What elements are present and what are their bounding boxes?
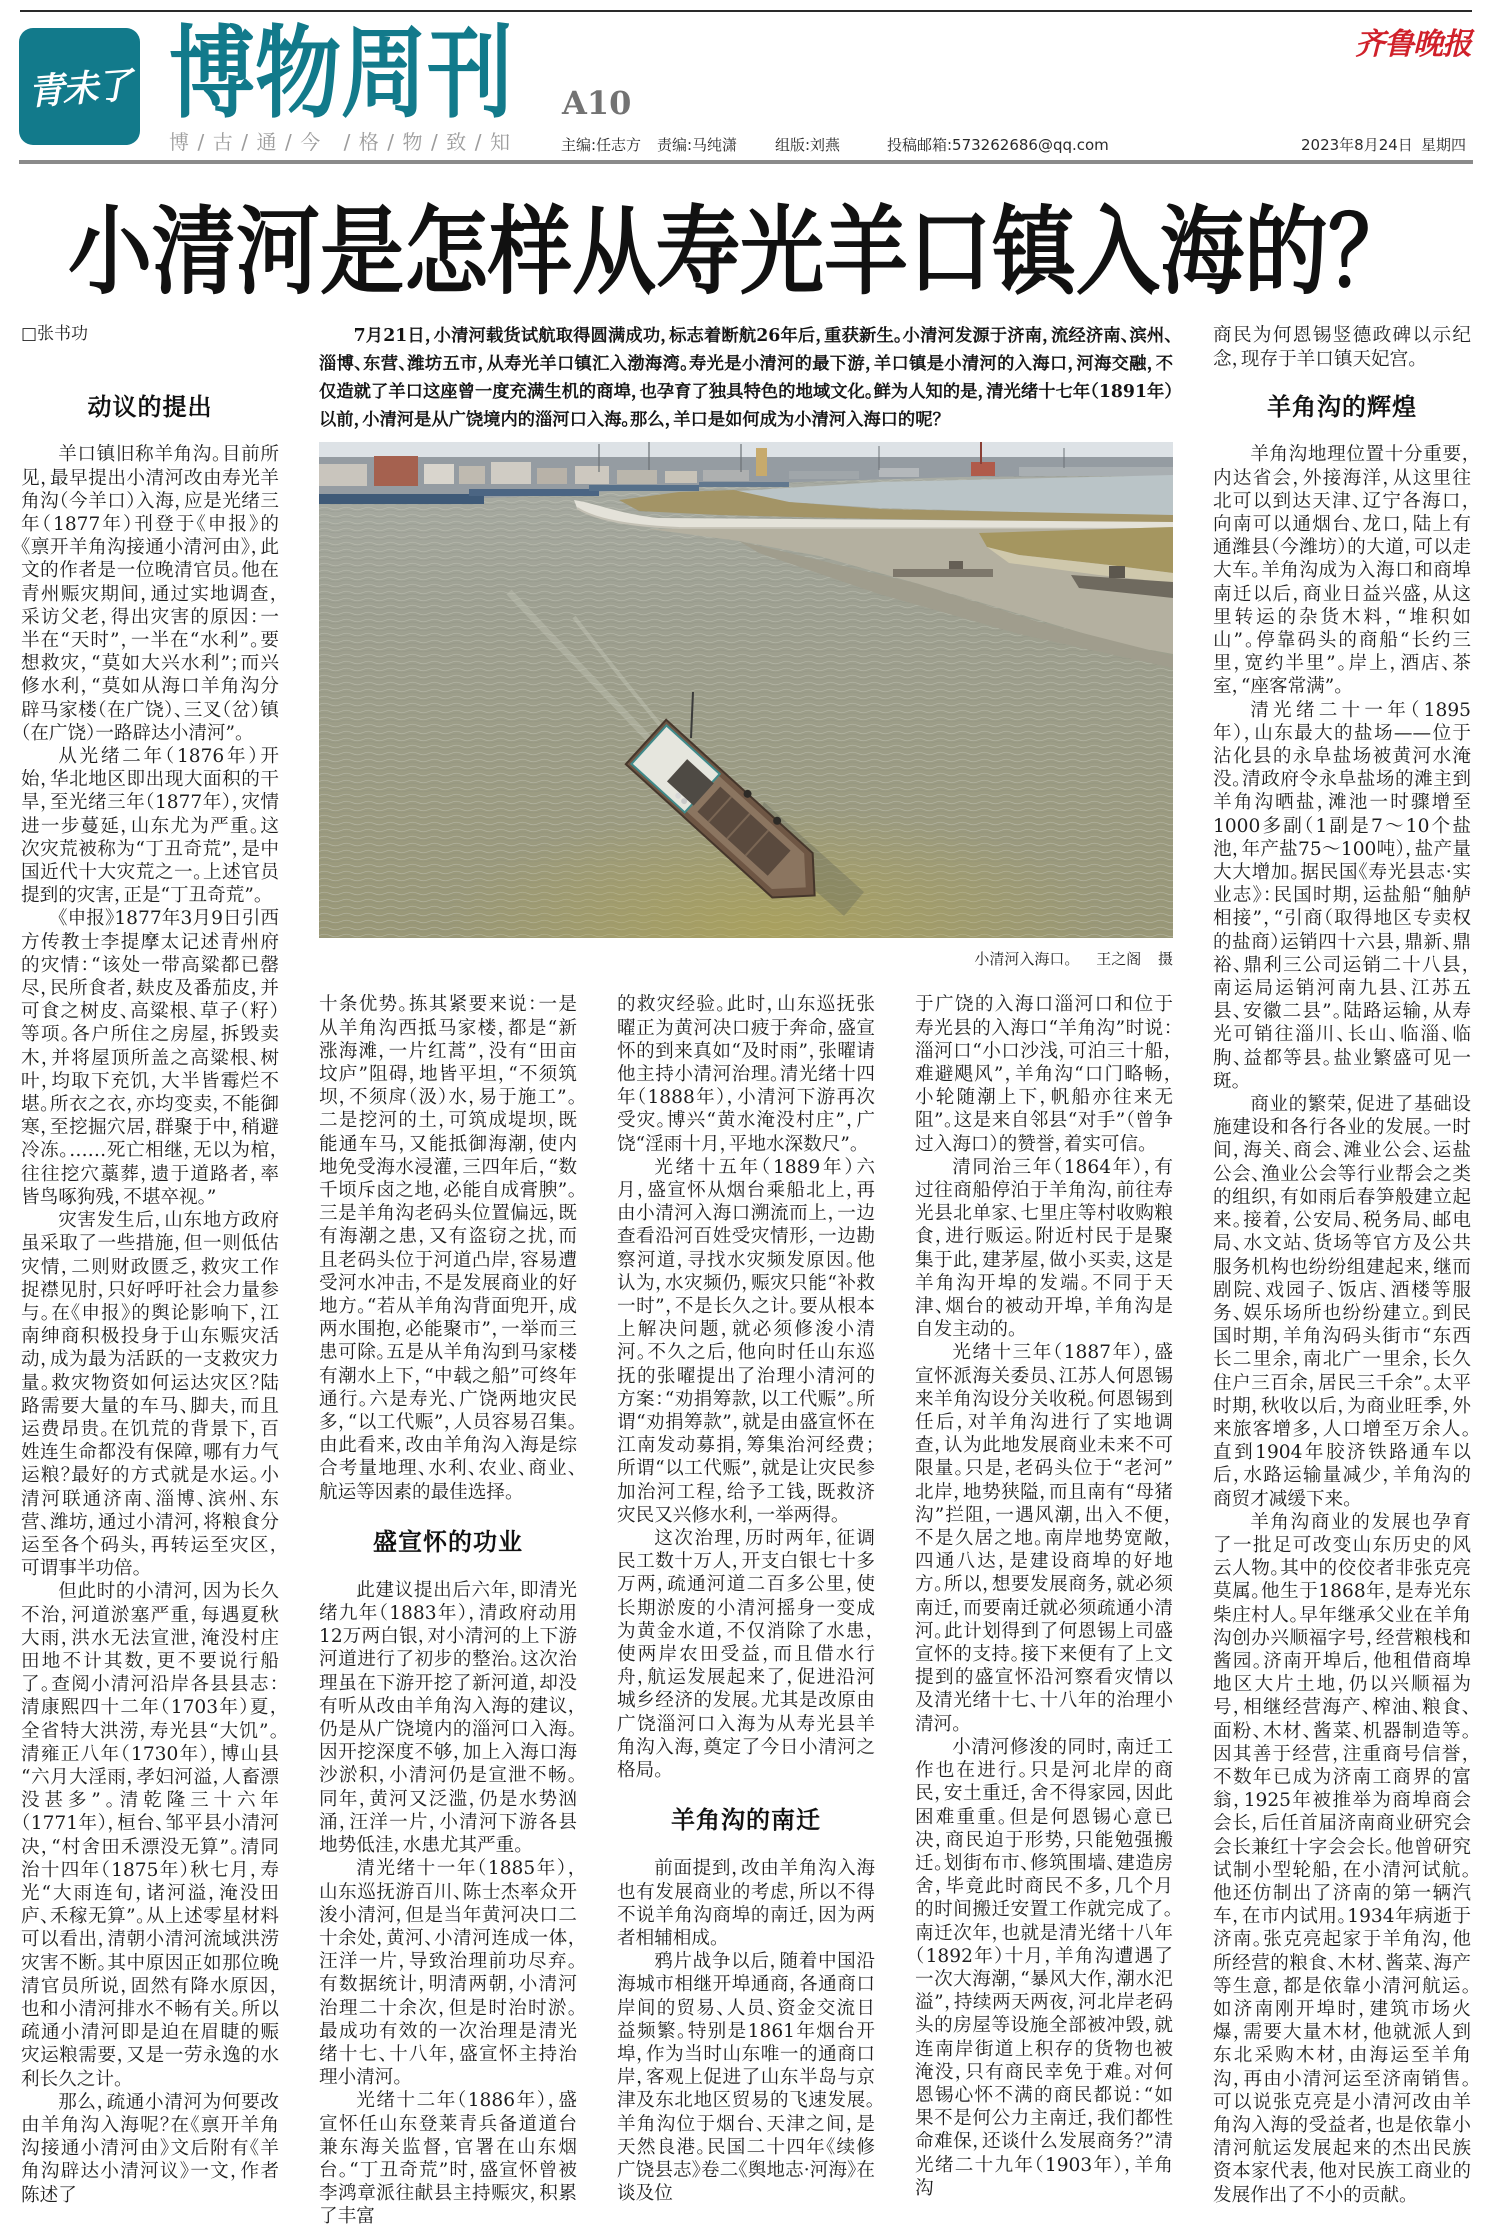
issue-date: 2023年8月24日 (1301, 136, 1413, 154)
column-logo (19, 28, 140, 145)
article-paragraph: 清同治三年（1864年），有过往商船停泊于羊角沟，前往寿光县北单家、七里庄等村收购粮食，进行贩运。附近村民于是聚集于此，建茅屋，做小买卖，这是羊角沟开埠的发端。不同于天津、烟台的被动开埠，羊角沟是自发主动的。 (915, 1156, 1173, 1341)
article-paragraph: 鸦片战争以后，随着中国沿海城市相继开埠通商，各通商口岸间的贸易、人员、资金交流日益频繁。特别是1861年烟台开埠，作为当时山东唯一的通商口岸，客观上促进了山东半岛与京津及东北地区贸易的飞速发展。羊角沟位于烟台、天津之间，是天然良港。民国二十四年《续修广饶县志》卷二《舆地志·河海》在谈及位 (617, 1951, 875, 2205)
article-paragraph: 前面提到，改由羊角沟入海也有发展商业的考虑，所以不得不说羊角沟商埠的南迁，因为两者相辅相成。 (617, 1858, 875, 1949)
article-paragraph: 羊角沟地理位置十分重要，内达省会，外接海洋，从这里往北可以到达天津、辽宁各海口，向南可以通烟台、龙口，陆上有通潍县（今潍坊）的大道，可以走大车。羊角沟成为入海口和商埠南迁以后，商业日益兴盛，从这里转运的杂货木料，“堆积如山”。停靠码头的商船“长约三里，宽约半里”。岸上，酒店、茶室，“座客常满”。 (1213, 444, 1471, 698)
section-heading: 动议的提出 (87, 392, 213, 421)
masthead-top-rule (20, 10, 1472, 12)
article-paragraph: 商业的繁荣，促进了基础设施建设和各行各业的发展。一时间，海关、商会、滩业公会、运盐公会、渔业公会等行业帮会之类的组织，有如雨后春笋般建立起来。接着，公安局、税务局、邮电局、水文站、货场等官方及公共服务机构也纷纷组建起来，继而剧院、戏园子、饭店、酒楼等服务、娱乐场所也纷纷建立。到民国时期，羊角沟码头街市“东西长二里余，南北广一里余，长久住户三百余，居民三千余”。太平时期，秋收以后，为商业旺季，外来旅客增多，人口增至万余人。直到1904年胶济铁路通车以后，水路运输量减少，羊角沟的商贸才减缓下来。 (1213, 1094, 1471, 1510)
article-photo (319, 442, 1173, 938)
article-paragraph: 小清河修浚的同时，南迁工作也在进行。只是河北岸的商民，安土重迁，舍不得家园，因此困难重重。但是何恩锡心意已决，商民迫于形势，只能勉强搬迁。划街布市、修筑围墙、建造房舍，毕竟此时商民不多，几个月的时间搬迁安置工作就完成了。南迁次年，也就是清光绪十八年（1892年）十月，羊角沟遭遇了一次大海潮，“暴风大作，潮水汜溢”，持续两天两夜，河北岸老码头的房屋等设施全部被冲毁，就连南岸街道上积存的货物也被淹没，只有商民幸免于难。对何恩锡心怀不满的商民都说：“如果不是何公力主南迁，我们都性命难保，还谈什么发展商务？”清光绪二十九年（1903年），羊角沟 (915, 1736, 1173, 2199)
issue-weekday: 星期四 (1421, 136, 1467, 154)
article-byline: □张书功 (21, 324, 89, 344)
section-heading: 盛宣怀的功业 (373, 1526, 523, 1556)
article-paragraph: 清光绪十一年（1885年），山东巡抚游百川、陈士杰率众开浚小清河，但是当年黄河决口二十余处，黄河、小清河连成一体，汪洋一片，导致治理前功尽弃。有数据统计，明清两朝，小清河治理二十余次，但是时治时淤。最成功有效的一次治理是清光绪十七、十八年，盛宣怀主持治理小清河。 (319, 1858, 577, 2089)
article-paragraph: 此建议提出后六年，即清光绪九年（1883年），清政府动用12万两白银，对小清河的上下游河道进行了初步的整治。这次治理虽在下游开挖了新河道，却没有听从改由羊角沟入海的建议，仍是从广饶境内的淄河口入海。因开挖深度不够，加上入海口海沙淤积，小清河仍是宣泄不畅。同年，黄河又泛滥，仍是水势汹涌，汪洋一片，小清河下游各县地势低洼，水患尤其严重。 (319, 1579, 577, 1857)
submission-email: 投稿邮箱:573262686@qq.com (887, 136, 1109, 154)
column-logo-text: 青未了 (27, 64, 133, 114)
photo-sky (319, 442, 1173, 459)
article-column-middle-2 (617, 993, 875, 2205)
section-heading: 羊角沟的南迁 (671, 1805, 821, 1835)
article-column-right (1213, 324, 1471, 2206)
article-paragraph: 羊口镇旧称羊角沟。目前所见，最早提出小清河改由寿光羊角沟（今羊口）入海，应是光绪三年（1877年）刊登于《申报》的《禀开羊角沟接通小清河由》，此文的作者是一位晚清官员。他在青州赈灾期间，通过实地调查，采访父老，得出灾害的原因：一半在“天时”，一半在“水利”。要想救灾，“莫如大兴水利”；而兴修水利，“莫如从海口羊角沟分辟马家楼（在广饶）、三叉（岔）镇（在广饶）一路辟达小清河”。 (21, 444, 279, 744)
article-paragraph: 于广饶的入海口淄河口和位于寿光县的入海口“羊角沟”时说：淄河口“小口沙浅，可泊三十船，难避飓风”，羊角沟“口门略畅，小轮随潮上下，帆船亦往来无阻”。这是来自邻县“对手”（曾争过入海口）的赞誉，着实可信。 (915, 994, 1173, 1155)
article-paragraph: 那么，疏通小清河为何要改由羊角沟入海呢？在《禀开羊角沟接通小清河由》文后附有《羊角沟辟达小清河议》一文，作者陈述了 (21, 2091, 279, 2206)
article-column-middle-3 (915, 993, 1173, 2200)
photo-river-mouth-scene (319, 442, 1173, 938)
article-paragraph: 光绪十三年（1887年），盛宣怀派海关委员、江苏人何恩锡来羊角沟设分关收税。何恩锡到任后，对羊角沟进行了实地调查，认为此地发展商业未来不可限量。只是，老码头位于“老河”北岸，地势狭隘，而且南有“母猪沟”拦阻，一遇风潮，出入不便，不是久居之地。南岸地势宽敞，四通八达，是建设商埠的好地方。所以，想要发展商务，就必须南迁，而要南迁就必须疏通小清河。此计划得到了何恩锡上司盛宣怀的支持。接下来便有了上文提到的盛宣怀沿河察看灾情以及清光绪十七、十八年的治理小清河。 (915, 1342, 1173, 1735)
newspaper-logo: 齐鲁晚报 (1355, 27, 1471, 62)
article-paragraph: 羊角沟商业的发展也孕育了一批足可改变山东历史的风云人物。其中的佼佼者非张克亮莫属。他生于1868年，是寿光东柴庄村人。早年继承父业在羊角沟创办兴顺福字号，经营粮栈和酱园。济南开埠后，他租借商埠地区大片土地，仍以兴顺福为号，相继经营海产、榨油、粮食、面粉、木材、酱菜、机器制造等。因其善于经营，注重商号信誉，不数年已成为济南工商界的富翁，1925年被推举为商埠商会会长，后任首届济南商业研究会会长兼红十字会会长。他曾研究试制小型轮船，在小清河试航。他还仿制出了济南的第一辆汽车，在市内试用。1934年病逝于济南。张克亮起家于羊角沟，他所经营的粮食、木材、酱菜、海产等生意，都是依靠小清河航运。如济南刚开埠时，建筑市场火爆，需要大量木材，他就派人到东北采购木材，由海运至羊角沟，再由小清河运至济南销售。可以说张克亮是小清河改由羊角沟入海的受益者，也是依靠小清河航运发展起来的杰出民族资本家代表，他对民族工商业的发展作出了不小的贡献。 (1213, 1511, 1471, 2206)
article-paragraph: 光绪十五年（1889年）六月，盛宣怀从烟台乘船北上，再由小清河入海口溯流而上，一边查看沿河百姓受灾情形，一边勘察河道，寻找水灾频发原因。他认为，水灾频仍，赈灾只能“补救一时”，不是长久之计。要从根本上解决问题，就必须修浚小清河。不久之后，他向时任山东巡抚的张曜提出了治理小清河的方案：“劝捐筹款，以工代赈”。所谓“劝捐筹款”，就是由盛宣怀在江南发动募捐，筹集治河经费；所谓“以工代赈”，就是让灾民参加治河工程，给予工钱，既救济灾民又兴修水利，一举两得。 (617, 1156, 875, 1526)
article-paragraph: 十条优势。拣其紧要来说：一是从羊角沟西抵马家楼，都是“新涨海滩，一片红蒿”，没有“田亩坟庐”阻碍，地皆平坦，“不须筑坝，不须戽（汲）水，易于施工”。二是挖河的土，可筑成堤坝，既能通车马，又能抵御海潮，使内地免受海水浸灌，三四年后，“数千顷斥卤之地，必能自成膏腴”。三是羊角沟老码头位置偏远，既有海潮之患，又有盗窃之扰，而且老码头位于河道凸岸，容易遭受河水冲击，不是发展商业的好地方。“若从羊角沟背面兜开，成两水围抱，必能聚市”，一举而三患可除。五是从羊角沟到马家楼有潮水上下，“中载之船”可终年通行。六是寿光、广饶两地灾民多，“以工代赈”，人员容易召集。由此看来，改由羊角沟入海是综合考量地理、水利、农业、商业、航运等因素的最佳选择。 (319, 994, 577, 1503)
article-paragraph: 商民为何恩锡竖德政碑以示纪念，现存于羊口镇天妃宫。 (1213, 325, 1471, 370)
article-paragraph: 从光绪二年（1876年）开始，华北地区即出现大面积的干旱，至光绪三年（1877年），灾情进一步蔓延，山东尤为严重。这次灾荒被称为“丁丑奇荒”，是中国近代十大灾荒之一。上述官员提到的灾害，正是“丁丑奇荒”。 (21, 746, 279, 907)
credit-editor: 责编:马纯潇 (657, 136, 738, 154)
article-paragraph: 清光绪二十一年（1895年），山东最大的盐场——位于沾化县的永阜盐场被黄河水淹没。清政府令永阜盐场的滩主到羊角沟晒盐，滩池一时骤增至1000多副（1副是7～10个盐池，年产盐75～100吨），盐产量大大增加。据民国《寿光县志·实业志》：民国时期，运盐船“舳舻相接”，“引商（取得地区专卖权的盐商）运销四十六县，鼎新、鼎裕、鼎利三公司运销二十八县，南运局运销河南九县、江苏五县、安徽二县”。陆路运输，从寿光可销往淄川、长山、临淄、临朐、益都等县。盐业繁盛可见一斑。 (1213, 699, 1471, 1092)
photo-credit-name: 王之阁 (1096, 950, 1142, 968)
article-headline: 小清河是怎样从寿光羊口镇入海的？ (68, 195, 1412, 308)
article-paragraph: 这次治理，历时两年，征调民工数十万人，开支白银七十多万两，疏通河道二百多公里，使长期淤废的小清河摇身一变成为黄金水道，不仅消除了水患，使两岸农田受益，而且借水行舟，航运发展起来了，促进沿河城乡经济的发展。尤其是改原由广饶淄河口入海为从寿光县羊角沟入海，奠定了今日小清河之格局。 (617, 1528, 875, 1782)
section-title: 博物周刊 (169, 14, 513, 132)
photo-caption (974, 948, 1173, 970)
article-paragraph: 但此时的小清河，因为长久不治，河道淤塞严重，每遇夏秋大雨，洪水无法宣泄，淹没村庄田地不计其数，更不要说行船了。查阅小清河沿岸各县县志：清康熙四十二年（1703年）夏，全省特大洪涝，寿光县“大饥”。清雍正八年（1730年），博山县“六月大淫雨，孝妇河溢，人畜漂没甚多”。清乾隆三十六年（1771年），桓台、邹平县小清河决，“村舍田禾漂没无算”。清同治十四年（1875年）秋七月，寿光“大雨连旬，诸河溢，淹没田庐、禾稼无算”。从上述零星材料可以看出，清朝小清河流域洪涝灾害不断。其中原因正如那位晚清官员所说，固然有降水原因，也和小清河排水不畅有关。所以疏通小清河即是迫在眉睫的赈灾运粮需要，又是一劳永逸的水利长久之计。 (21, 1581, 279, 2090)
photo-credit-suffix: 摄 (1157, 950, 1173, 968)
article-paragraph: 《申报》1877年3月9日引西方传教士李提摩太记述青州府的灾情：“该处一带高粱都已罄尽，民所食者，麸皮及番茄皮，并可食之树皮、高粱根、草子（籽）等项。各户所住之房屋，拆毁卖木，并将屋顶所盖之高粱根、树叶，均取下充饥，大半皆霉烂不堪。所衣之衣，亦均变卖，不能御寒，至挖掘穴居，群聚于中，稍避冷冻。……死亡相继，无以为棺，往往挖穴藁葬，遗于道路者，率皆鸟啄狗残，不堪卒视。” (21, 908, 279, 1208)
section-slogan: 博/古/通/今 /格/物/致/知 (169, 130, 519, 154)
article-paragraph: 灾害发生后，山东地方政府虽采取了一些措施，但一则低估灾情，二则财政匮乏，救灾工作捉襟见肘，只好呼吁社会力量参与。在《申报》的舆论影响下，江南绅商积极投身于山东赈灾活动，成为最为活跃的一支救灾力量。救灾物资如何运达灾区？陆路需要大量的车马、脚夫，而且运费昂贵。在饥荒的背景下，百姓连生命都没有保障，哪有力气运粮？最好的方式就是水运。小清河联通济南、淄博、滨州、东营、潍坊，通过小清河，将粮食分运至各个码头，再转运至灾区，可谓事半功倍。 (21, 1210, 279, 1580)
masthead-bottom-rule (19, 160, 1473, 164)
article-paragraph: 光绪十二年（1886年），盛宣怀任山东登莱青兵备道道台兼东海关监督，官署在山东烟台。“丁丑奇荒”时，盛宣怀曾被李鸿章派往献县主持赈灾，积累了丰富 (319, 2090, 577, 2228)
article-column-middle-1 (319, 993, 577, 2228)
credit-layout: 组版:刘燕 (775, 136, 841, 154)
credit-chief-editor: 主编:任志方 (561, 136, 642, 154)
photo-caption-text: 小清河入海口。 (974, 950, 1080, 968)
page-number: A10 (562, 84, 632, 122)
section-heading: 羊角沟的辉煌 (1267, 391, 1417, 421)
article-paragraph: 的救灾经验。此时，山东巡抚张曜正为黄河决口疲于奔命，盛宣怀的到来真如“及时雨”，张曜请他主持小清河治理。清光绪十四年（1888年），小清河下游再次受灾。博兴“黄水淹没村庄”，广饶“淫雨十月，平地水深数尺”。 (617, 994, 875, 1155)
article-column-left (21, 383, 279, 2207)
article-lead: 7月21日，小清河载货试航取得圆满成功，标志着断航26年后，重获新生。小清河发源于济南，流经济南、滨州、淄博、东营、潍坊五市，从寿光羊口镇汇入渤海湾。寿光是小清河的最下游，羊口镇是小清河的入海口，河海交融，不仅造就了羊口这座曾一度充满生机的商埠，也孕育了独具特色的地域文化。鲜为人知的是，清光绪十七年（1891年）以前，小清河是从广饶境内的淄河口入海。那么，羊口是如何成为小清河入海口的呢？ (319, 326, 1173, 430)
